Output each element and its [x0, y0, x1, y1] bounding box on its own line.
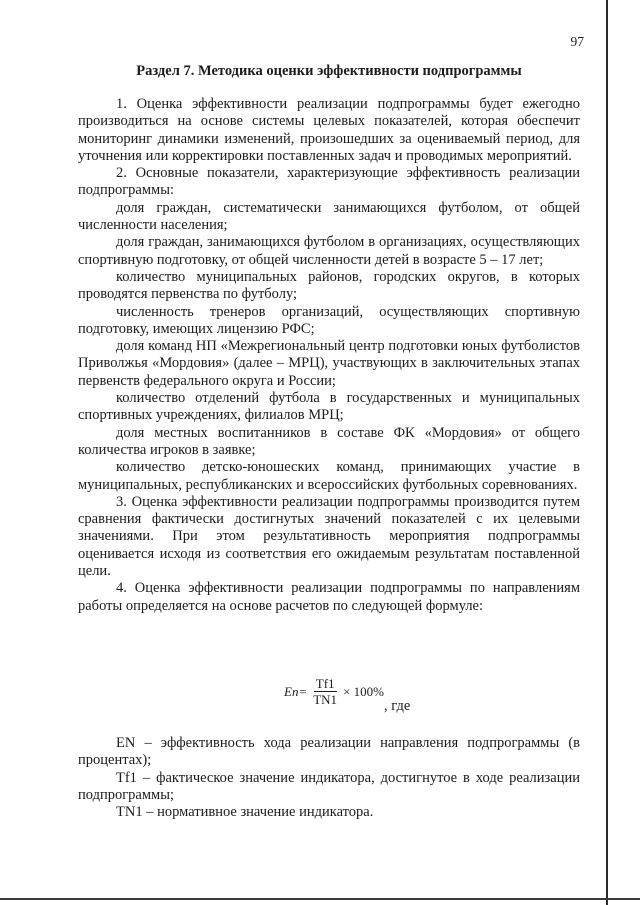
indicator-item: количество детско-юношеских команд, принимающих участие в муниципальных, республиканских и всероссийских футбольных соревнованиях. [78, 459, 580, 493]
paragraph-1: 1. Оценка эффективности реализации подпрограммы будет ежегодно производиться на основе системы целевых показателей, которая обеспечит мониторинг динамики изменений, произошедших за оцениваемый период, для уточнения или корректировки поставленных задач и проводимых мероприятий. [78, 96, 580, 164]
formula-definitions [78, 735, 580, 821]
indicator-item: доля граждан, занимающихся футболом в организациях, осуществляющих спортивную подготовку, от общей численности детей в возрасте 5 – 17 лет; [78, 234, 580, 268]
indicator-item: количество отделений футбола в государственных и муниципальных спортивных учреждениях, филиалов МРЦ; [78, 390, 580, 424]
paragraph-4: 4. Оценка эффективности реализации подпрограммы по направлениям работы определяется на основе расчетов по следующей формуле: [78, 580, 580, 614]
paragraph-3: 3. Оценка эффективности реализации подпрограммы производится путем сравнения фактически достигнутых значений показателей с их целевыми значениями. При этом результативность мероприятия подпрограммы оценивается исходя из соответствия его ожидаемым результатам поставленной цели. [78, 493, 580, 580]
definition-en: EN – эффективность хода реализации направления подпрограммы (в процентах); [78, 735, 580, 769]
definition-tn1: TN1 – нормативное значение индикатора. [116, 804, 374, 821]
scan-edge-right [606, 0, 608, 905]
page-number: 97 [570, 34, 584, 49]
indicator-item: доля граждан, систематически занимающихся футболом, от общей численности населения; [78, 199, 580, 234]
indicator-item: доля команд НП «Межрегиональный центр подготовки юных футболистов Приволжья «Мордовия» (далее – МРЦ), участвующих в заключительных этапах первенств федерального округа и России; [78, 338, 580, 389]
indicator-item: доля местных воспитанников в составе ФК «Мордовия» от общего количества игроков в заявке; [78, 424, 580, 458]
formula-fraction [311, 676, 339, 707]
indicator-item: количество муниципальных районов, городских округов, в которых проводятся первенства по футболу; [78, 268, 580, 303]
indicator-item: численность тренеров организаций, осуществляющих спортивную подготовку, имеющих лицензию РФС; [78, 303, 580, 337]
scan-edge-bottom [0, 898, 640, 900]
paragraph-2: 2. Основные показатели, характеризующие эффективность реализации подпрограммы: [78, 165, 580, 199]
efficiency-formula [284, 676, 384, 707]
formula-multiplier: × 100% [343, 683, 384, 699]
formula-suffix: , где [384, 698, 411, 714]
definition-tf1: Tf1 – фактическое значение индикатора, достигнутое в ходе реализации подпрограммы; [78, 769, 580, 803]
formula-numerator: Tf1 [315, 676, 335, 691]
formula-lhs: En= [284, 683, 308, 699]
formula-denominator: TN1 [313, 692, 338, 707]
section-title: Раздел 7. Методика оценки эффективности подпрограммы [136, 63, 522, 79]
body-text [78, 96, 580, 615]
